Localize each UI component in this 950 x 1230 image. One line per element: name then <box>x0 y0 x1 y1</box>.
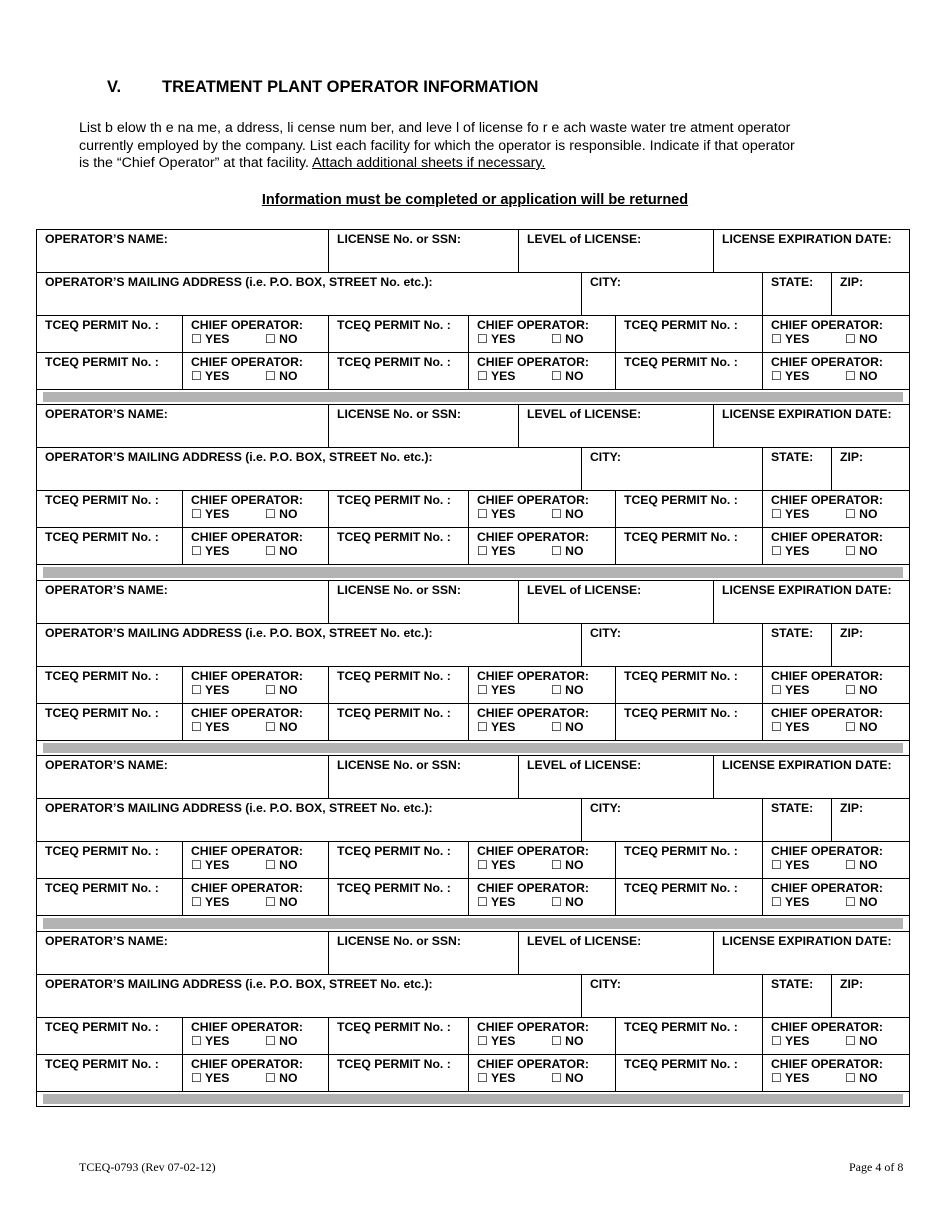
no-checkbox[interactable]: ☐ NO <box>551 1033 584 1048</box>
chief-operator-cell: CHIEF OPERATOR: ☐ YES ☐ NO <box>183 1018 329 1055</box>
operator-block <box>36 581 910 756</box>
permit-number-field[interactable]: TCEQ PERMIT No. : <box>329 491 469 528</box>
yes-no-options <box>469 720 615 734</box>
license-number-field[interactable]: LICENSE No. or SSN: <box>329 230 519 273</box>
yes-no-options <box>469 369 615 383</box>
license-level-field[interactable]: LEVEL of LICENSE: <box>519 581 714 624</box>
operator-name-field[interactable]: OPERATOR’S NAME: <box>36 405 329 448</box>
chief-operator-cell: CHIEF OPERATOR: ☐ YES ☐ NO <box>763 528 910 565</box>
yes-checkbox[interactable]: ☐ YES <box>771 1033 810 1048</box>
permit-number-field[interactable]: TCEQ PERMIT No. : <box>616 316 763 353</box>
no-checkbox[interactable]: ☐ NO <box>845 369 878 383</box>
no-checkbox[interactable]: ☐ NO <box>845 682 878 697</box>
yes-no-options <box>469 507 615 521</box>
operator-name-field[interactable]: OPERATOR’S NAME: <box>36 932 329 975</box>
chief-operator-cell: CHIEF OPERATOR: ☐ YES ☐ NO <box>183 842 329 879</box>
yes-no-options <box>183 1071 328 1085</box>
intro-paragraph <box>79 120 879 173</box>
operator-block <box>36 756 910 931</box>
permit-number-field[interactable]: TCEQ PERMIT No. : <box>329 667 469 704</box>
no-checkbox[interactable]: ☐ NO <box>845 544 878 559</box>
yes-checkbox[interactable]: ☐ YES <box>771 369 810 383</box>
yes-checkbox[interactable]: ☐ YES <box>191 1070 230 1085</box>
no-checkbox[interactable]: ☐ NO <box>265 1033 298 1048</box>
no-checkbox[interactable]: ☐ NO <box>551 1070 584 1085</box>
no-checkbox[interactable]: ☐ NO <box>551 682 584 697</box>
no-checkbox[interactable]: ☐ NO <box>845 1033 878 1048</box>
yes-no-options <box>183 544 328 558</box>
separator-shading <box>43 918 903 928</box>
yes-checkbox[interactable]: ☐ YES <box>477 369 516 383</box>
license-expiration-field[interactable]: LICENSE EXPIRATION DATE: <box>714 932 910 975</box>
yes-no-options <box>763 683 909 697</box>
license-expiration-field[interactable]: LICENSE EXPIRATION DATE: <box>714 581 910 624</box>
mailing-address-field[interactable]: OPERATOR’S MAILING ADDRESS (i.e. P.O. BOX, STREET No. etc.): <box>36 448 582 491</box>
license-level-field[interactable]: LEVEL of LICENSE: <box>519 756 714 799</box>
chief-operator-cell: CHIEF OPERATOR: ☐ YES ☐ NO <box>763 1018 910 1055</box>
no-checkbox[interactable]: ☐ NO <box>845 1070 878 1085</box>
operator-block <box>36 405 910 580</box>
chief-operator-cell: CHIEF OPERATOR: ☐ YES ☐ NO <box>469 1055 616 1092</box>
chief-operator-cell: CHIEF OPERATOR: ☐ YES ☐ NO <box>469 1018 616 1055</box>
state-field[interactable]: STATE: <box>763 273 832 316</box>
no-checkbox[interactable]: ☐ NO <box>845 332 878 346</box>
zip-field[interactable]: ZIP: <box>832 975 910 1018</box>
no-checkbox[interactable]: ☐ NO <box>265 895 298 910</box>
no-checkbox[interactable]: ☐ NO <box>265 682 298 697</box>
state-field[interactable]: STATE: <box>763 624 832 667</box>
yes-no-options <box>183 369 328 383</box>
city-field[interactable]: CITY: <box>582 624 763 667</box>
yes-checkbox[interactable]: ☐ YES <box>771 719 810 734</box>
no-checkbox[interactable]: ☐ NO <box>265 544 298 559</box>
permit-number-field[interactable]: TCEQ PERMIT No. : <box>329 879 469 916</box>
state-field[interactable]: STATE: <box>763 975 832 1018</box>
permit-number-field[interactable]: TCEQ PERMIT No. : <box>36 879 183 916</box>
license-level-field[interactable]: LEVEL of LICENSE: <box>519 230 714 273</box>
chief-operator-cell: CHIEF OPERATOR: ☐ YES ☐ NO <box>763 491 910 528</box>
permit-number-field[interactable]: TCEQ PERMIT No. : <box>36 667 183 704</box>
no-checkbox[interactable]: ☐ NO <box>551 369 584 383</box>
yes-no-options <box>469 544 615 558</box>
yes-no-options <box>183 858 328 872</box>
mailing-address-field[interactable]: OPERATOR’S MAILING ADDRESS (i.e. P.O. BOX, STREET No. etc.): <box>36 799 582 842</box>
no-checkbox[interactable]: ☐ NO <box>265 719 298 734</box>
yes-checkbox[interactable]: ☐ YES <box>191 507 230 522</box>
permit-number-field[interactable]: TCEQ PERMIT No. : <box>329 528 469 565</box>
chief-operator-cell: CHIEF OPERATOR: ☐ YES ☐ NO <box>763 879 910 916</box>
yes-checkbox[interactable]: ☐ YES <box>191 858 230 873</box>
chief-operator-cell: CHIEF OPERATOR: ☐ YES ☐ NO <box>469 528 616 565</box>
permit-number-field[interactable]: TCEQ PERMIT No. : <box>36 842 183 879</box>
chief-operator-cell: CHIEF OPERATOR: ☐ YES ☐ NO <box>763 667 910 704</box>
yes-no-options <box>469 895 615 909</box>
chief-operator-cell: CHIEF OPERATOR: ☐ YES ☐ NO <box>763 1055 910 1092</box>
chief-operator-cell: CHIEF OPERATOR: ☐ YES ☐ NO <box>183 316 329 353</box>
yes-checkbox[interactable]: ☐ YES <box>191 895 230 910</box>
license-expiration-field[interactable]: LICENSE EXPIRATION DATE: <box>714 230 910 273</box>
yes-checkbox[interactable]: ☐ YES <box>477 895 516 910</box>
yes-no-options <box>763 720 909 734</box>
permit-number-field[interactable]: TCEQ PERMIT No. : <box>616 879 763 916</box>
operator-name-field[interactable]: OPERATOR’S NAME: <box>36 230 329 273</box>
chief-operator-cell: CHIEF OPERATOR: ☐ YES ☐ NO <box>183 491 329 528</box>
license-number-field[interactable]: LICENSE No. or SSN: <box>329 581 519 624</box>
license-expiration-field[interactable]: LICENSE EXPIRATION DATE: <box>714 756 910 799</box>
operator-block <box>36 932 910 1107</box>
permit-number-field[interactable]: TCEQ PERMIT No. : <box>36 316 183 353</box>
chief-operator-cell: CHIEF OPERATOR: ☐ YES ☐ NO <box>469 842 616 879</box>
permit-number-field[interactable]: TCEQ PERMIT No. : <box>36 1018 183 1055</box>
permit-number-field[interactable]: TCEQ PERMIT No. : <box>329 704 469 741</box>
yes-no-options <box>183 683 328 697</box>
permit-number-field[interactable]: TCEQ PERMIT No. : <box>36 491 183 528</box>
no-checkbox[interactable]: ☐ NO <box>551 544 584 559</box>
yes-no-options <box>469 858 615 872</box>
permit-number-field[interactable]: TCEQ PERMIT No. : <box>329 842 469 879</box>
no-checkbox[interactable]: ☐ NO <box>265 858 298 873</box>
state-field[interactable]: STATE: <box>763 799 832 842</box>
permit-number-field[interactable]: TCEQ PERMIT No. : <box>329 1055 469 1092</box>
zip-field[interactable]: ZIP: <box>832 799 910 842</box>
yes-no-options <box>763 507 909 521</box>
yes-checkbox[interactable]: ☐ YES <box>477 1033 516 1048</box>
no-checkbox[interactable]: ☐ NO <box>551 332 584 346</box>
yes-checkbox[interactable]: ☐ YES <box>771 544 810 559</box>
yes-checkbox[interactable]: ☐ YES <box>477 507 516 522</box>
chief-operator-cell: CHIEF OPERATOR: ☐ YES ☐ NO <box>763 842 910 879</box>
operator-block <box>36 230 910 405</box>
city-field[interactable]: CITY: <box>582 799 763 842</box>
completion-notice: Information must be completed or application will be returned <box>261 192 689 208</box>
chief-operator-cell: CHIEF OPERATOR: ☐ YES ☐ NO <box>469 667 616 704</box>
no-checkbox[interactable]: ☐ NO <box>265 507 298 522</box>
license-level-field[interactable]: LEVEL of LICENSE: <box>519 932 714 975</box>
license-expiration-field[interactable]: LICENSE EXPIRATION DATE: <box>714 405 910 448</box>
no-checkbox[interactable]: ☐ NO <box>265 1070 298 1085</box>
permit-number-field[interactable]: TCEQ PERMIT No. : <box>616 842 763 879</box>
yes-checkbox[interactable]: ☐ YES <box>771 507 810 522</box>
yes-checkbox[interactable]: ☐ YES <box>771 1070 810 1085</box>
page-number: Page 4 of 8 <box>849 1160 904 1174</box>
mailing-address-field[interactable]: OPERATOR’S MAILING ADDRESS (i.e. P.O. BOX, STREET No. etc.): <box>36 273 582 316</box>
operator-name-field[interactable]: OPERATOR’S NAME: <box>36 581 329 624</box>
yes-checkbox[interactable]: ☐ YES <box>771 895 810 910</box>
no-checkbox[interactable]: ☐ NO <box>551 719 584 734</box>
yes-checkbox[interactable]: ☐ YES <box>191 1033 230 1048</box>
block-separator <box>36 916 910 931</box>
yes-no-options <box>183 507 328 521</box>
permit-number-field[interactable]: TCEQ PERMIT No. : <box>329 353 469 390</box>
yes-checkbox[interactable]: ☐ YES <box>771 858 810 873</box>
yes-checkbox[interactable]: ☐ YES <box>191 332 230 346</box>
intro-line: is the “Chief Operator” at that facility. Attach additional sheets if necessary. <box>79 155 546 171</box>
block-separator <box>36 390 910 405</box>
chief-operator-cell: CHIEF OPERATOR: ☐ YES ☐ NO <box>183 667 329 704</box>
section-title: TREATMENT PLANT OPERATOR INFORMATION <box>162 78 539 96</box>
no-checkbox[interactable]: ☐ NO <box>551 895 584 910</box>
chief-operator-cell: CHIEF OPERATOR: ☐ YES ☐ NO <box>183 528 329 565</box>
chief-operator-cell: CHIEF OPERATOR: ☐ YES ☐ NO <box>469 704 616 741</box>
block-separator <box>36 1092 910 1107</box>
yes-no-options <box>469 683 615 697</box>
yes-checkbox[interactable]: ☐ YES <box>771 682 810 697</box>
permit-number-field[interactable]: TCEQ PERMIT No. : <box>616 704 763 741</box>
yes-no-options <box>763 858 909 872</box>
attach-sheets-note: Attach additional sheets if necessary. <box>312 155 546 171</box>
yes-checkbox[interactable]: ☐ YES <box>477 858 516 873</box>
yes-no-options <box>469 332 615 346</box>
chief-operator-cell: CHIEF OPERATOR: ☐ YES ☐ NO <box>469 491 616 528</box>
yes-checkbox[interactable]: ☐ YES <box>191 369 230 383</box>
license-number-field[interactable]: LICENSE No. or SSN: <box>329 405 519 448</box>
yes-no-options <box>763 369 909 383</box>
section-heading <box>107 78 538 97</box>
yes-checkbox[interactable]: ☐ YES <box>191 719 230 734</box>
no-checkbox[interactable]: ☐ NO <box>551 858 584 873</box>
separator-shading <box>43 1094 903 1104</box>
no-checkbox[interactable]: ☐ NO <box>845 507 878 522</box>
yes-no-options <box>469 1071 615 1085</box>
city-field[interactable]: CITY: <box>582 273 763 316</box>
chief-operator-cell: CHIEF OPERATOR: ☐ YES ☐ NO <box>183 1055 329 1092</box>
no-checkbox[interactable]: ☐ NO <box>845 858 878 873</box>
yes-no-options <box>183 720 328 734</box>
mailing-address-field[interactable]: OPERATOR’S MAILING ADDRESS (i.e. P.O. BOX, STREET No. etc.): <box>36 624 582 667</box>
chief-operator-cell: CHIEF OPERATOR: ☐ YES ☐ NO <box>183 353 329 390</box>
city-field[interactable]: CITY: <box>582 975 763 1018</box>
permit-number-field[interactable]: TCEQ PERMIT No. : <box>616 1055 763 1092</box>
separator-shading <box>43 567 903 577</box>
intro-line: currently employed by the company. List each facility for which the operator is responsible. Indicate if that operator <box>79 137 795 154</box>
license-number-field[interactable]: LICENSE No. or SSN: <box>329 756 519 799</box>
separator-shading <box>43 743 903 753</box>
yes-no-options <box>469 1034 615 1048</box>
no-checkbox[interactable]: ☐ NO <box>551 507 584 522</box>
state-field[interactable]: STATE: <box>763 448 832 491</box>
separator-shading <box>43 392 903 402</box>
chief-operator-cell: CHIEF OPERATOR: ☐ YES ☐ NO <box>469 316 616 353</box>
yes-checkbox[interactable]: ☐ YES <box>771 332 810 346</box>
yes-checkbox[interactable]: ☐ YES <box>477 1070 516 1085</box>
yes-checkbox[interactable]: ☐ YES <box>191 544 230 559</box>
operator-name-field[interactable]: OPERATOR’S NAME: <box>36 756 329 799</box>
chief-operator-cell: CHIEF OPERATOR: ☐ YES ☐ NO <box>183 704 329 741</box>
mailing-address-field[interactable]: OPERATOR’S MAILING ADDRESS (i.e. P.O. BOX, STREET No. etc.): <box>36 975 582 1018</box>
yes-checkbox[interactable]: ☐ YES <box>477 719 516 734</box>
block-separator <box>36 565 910 580</box>
license-number-field[interactable]: LICENSE No. or SSN: <box>329 932 519 975</box>
permit-number-field[interactable]: TCEQ PERMIT No. : <box>329 1018 469 1055</box>
yes-no-options <box>183 1034 328 1048</box>
yes-no-options <box>763 1034 909 1048</box>
permit-number-field[interactable]: TCEQ PERMIT No. : <box>616 1018 763 1055</box>
permit-number-field[interactable]: TCEQ PERMIT No. : <box>36 353 183 390</box>
yes-checkbox[interactable]: ☐ YES <box>477 332 516 346</box>
yes-checkbox[interactable]: ☐ YES <box>191 682 230 697</box>
permit-number-field[interactable]: TCEQ PERMIT No. : <box>36 1055 183 1092</box>
zip-field[interactable]: ZIP: <box>832 624 910 667</box>
yes-no-options <box>183 332 328 346</box>
intro-line: List b elow th e na me, a ddress, li cense num ber, and leve l of license fo r e ach waste water tre atment operator <box>79 120 791 136</box>
yes-checkbox[interactable]: ☐ YES <box>477 544 516 559</box>
chief-operator-cell: CHIEF OPERATOR: ☐ YES ☐ NO <box>763 353 910 390</box>
permit-number-field[interactable]: TCEQ PERMIT No. : <box>616 528 763 565</box>
no-checkbox[interactable]: ☐ NO <box>265 332 298 346</box>
zip-field[interactable]: ZIP: <box>832 273 910 316</box>
yes-no-options <box>763 895 909 909</box>
yes-no-options <box>763 332 909 346</box>
zip-field[interactable]: ZIP: <box>832 448 910 491</box>
yes-no-options <box>763 1071 909 1085</box>
yes-checkbox[interactable]: ☐ YES <box>477 682 516 697</box>
yes-no-options <box>763 544 909 558</box>
no-checkbox[interactable]: ☐ NO <box>265 369 298 383</box>
chief-operator-cell: CHIEF OPERATOR: ☐ YES ☐ NO <box>763 316 910 353</box>
yes-no-options <box>183 895 328 909</box>
chief-operator-cell: CHIEF OPERATOR: ☐ YES ☐ NO <box>469 353 616 390</box>
chief-operator-cell: CHIEF OPERATOR: ☐ YES ☐ NO <box>763 704 910 741</box>
permit-number-field[interactable]: TCEQ PERMIT No. : <box>329 316 469 353</box>
city-field[interactable]: CITY: <box>582 448 763 491</box>
no-checkbox[interactable]: ☐ NO <box>845 895 878 910</box>
no-checkbox[interactable]: ☐ NO <box>845 719 878 734</box>
block-separator <box>36 741 910 756</box>
section-number: V. <box>107 78 122 96</box>
permit-number-field[interactable]: TCEQ PERMIT No. : <box>36 528 183 565</box>
chief-operator-cell: CHIEF OPERATOR: ☐ YES ☐ NO <box>469 879 616 916</box>
permit-number-field[interactable]: TCEQ PERMIT No. : <box>616 353 763 390</box>
license-level-field[interactable]: LEVEL of LICENSE: <box>519 405 714 448</box>
permit-number-field[interactable]: TCEQ PERMIT No. : <box>36 704 183 741</box>
permit-number-field[interactable]: TCEQ PERMIT No. : <box>616 667 763 704</box>
form-id: TCEQ-0793 (Rev 07-02-12) <box>79 1160 216 1174</box>
chief-operator-cell: CHIEF OPERATOR: ☐ YES ☐ NO <box>183 879 329 916</box>
permit-number-field[interactable]: TCEQ PERMIT No. : <box>616 491 763 528</box>
